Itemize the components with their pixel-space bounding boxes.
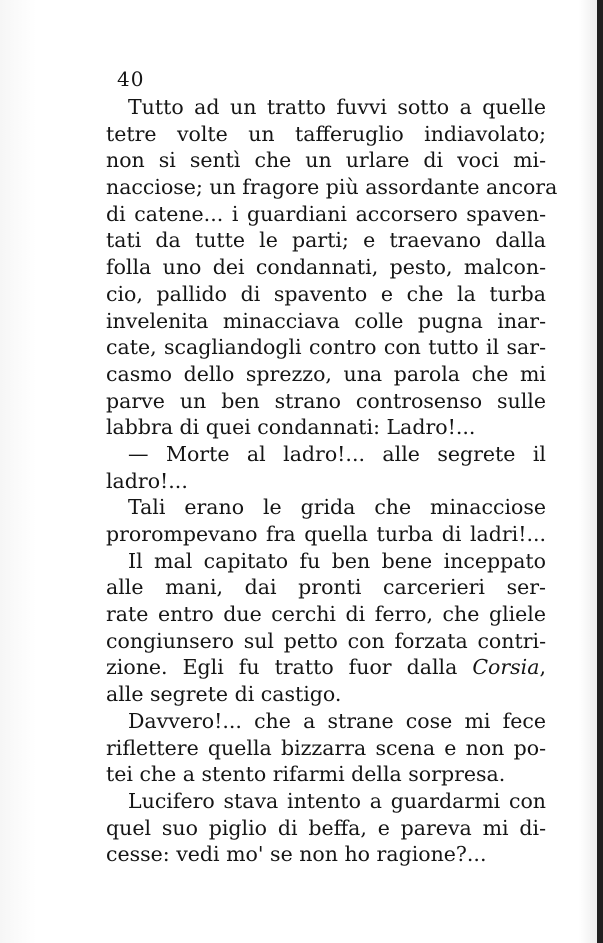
text-line: cate, scagliandogli contro con tutto il sar- <box>106 335 546 360</box>
text-line: parve un ben strano controsenso sulle <box>106 388 546 413</box>
text-line: Tali erano le grida che minacciose <box>128 495 546 520</box>
text-line: cio, pallido di spavento e che la turba <box>106 281 546 306</box>
text-line: casmo dello sprezzo, una parola che mi <box>106 361 546 386</box>
body-text <box>106 94 558 868</box>
text-line: — Morte al ladro!... alle segrete il <box>128 441 546 466</box>
text-line: non si sentì che un urlare di voci mi- <box>106 148 546 173</box>
text-line: folla uno dei condannati, pesto, malcon- <box>106 255 546 280</box>
text-line: prorompevano fra quella turba di ladri!... <box>106 522 546 546</box>
text-line: nacciose; un fragore più assordante ancora <box>106 175 558 200</box>
text-line: ladro!... <box>106 468 188 493</box>
text-line: cesse: vedi mo' se non ho ragione?... <box>106 842 487 867</box>
page-edge-shadow <box>597 0 603 943</box>
text-line: Il mal capitato fu ben bene inceppato <box>128 548 546 573</box>
text-line: di catene... i guardiani accorsero spaven- <box>106 201 546 226</box>
text-line: congiunsero sul petto con forzata contri- <box>106 628 546 653</box>
text-line: invelenita minacciava colle pugna inar- <box>106 308 546 333</box>
text-line: tei che a stento rifarmi della sorpresa. <box>106 762 506 787</box>
text-line: Lucifero stava intento a guardarmi con <box>128 788 546 813</box>
text-line <box>106 654 546 681</box>
text-line: Davvero!... che a strane cose mi fece <box>128 708 546 733</box>
punctuation: , <box>539 655 546 680</box>
text-line: riflettere quella bizzarra scena e non po- <box>106 735 546 760</box>
text-line: labbra di quei condannati: Ladro!... <box>106 415 476 440</box>
text-line: tati da tutte le parti; e traevano dalla <box>106 228 546 253</box>
text-line: Tutto ad un tratto fuvvi sotto a quelle <box>128 95 546 119</box>
text-line: tetre volte un tafferuglio indiavolato; <box>106 121 546 146</box>
text-line: alle mani, dai pronti carcerieri ser- <box>106 575 546 600</box>
text-line: rate entro due cerchi di ferro, che gliele <box>106 602 546 627</box>
text-fragment: zione. Egli fu tratto fuor dalla <box>106 655 458 680</box>
text-line: quel suo piglio di beffa, e pareva mi di- <box>106 815 546 840</box>
italic-word: Corsia <box>472 655 540 680</box>
text-line: alle segrete di castigo. <box>106 682 342 707</box>
page-number: 40 <box>117 67 145 91</box>
